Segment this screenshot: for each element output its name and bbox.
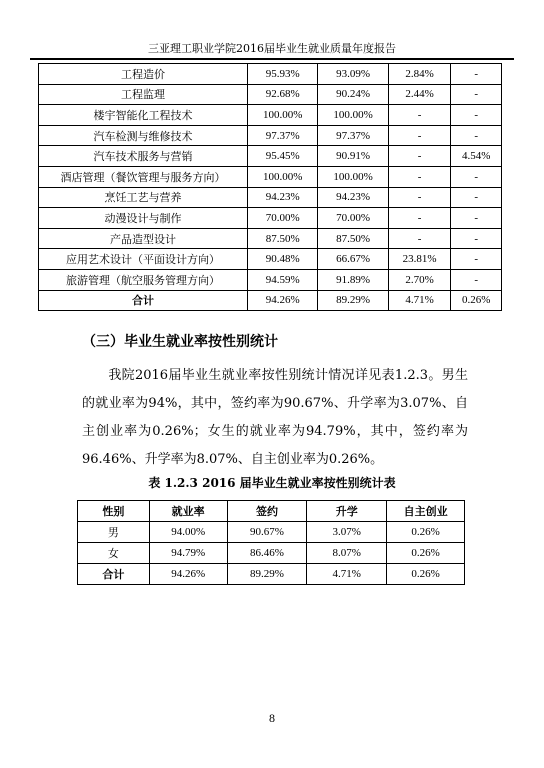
header-cell: 签约: [227, 501, 307, 522]
major-name-cell: [39, 105, 248, 126]
total-label-cell: 合计: [39, 290, 248, 311]
table-row: [39, 228, 502, 249]
rate-cell: 2.70%: [388, 269, 451, 290]
table-header-row: [78, 501, 465, 522]
table-caption: 表 1.2.3 2016 届毕业生就业率按性别统计表: [148, 476, 396, 490]
rate-cell: -: [451, 166, 502, 187]
gender-cell: 男: [78, 522, 150, 543]
table-row: [78, 543, 465, 564]
body-paragraph: [82, 362, 468, 474]
rate-cell: 3.07%: [307, 522, 387, 543]
rate-cell: 70.00%: [247, 208, 317, 229]
major-name: 工程造价: [121, 67, 165, 81]
table-row: [39, 208, 502, 229]
header-rule: [30, 58, 514, 59]
rate-cell: -: [388, 187, 451, 208]
rate-cell: 94.23%: [247, 187, 317, 208]
total-row: [78, 564, 465, 585]
rate-cell: -: [451, 187, 502, 208]
major-name-cell: [39, 269, 248, 290]
header-cell: 自主创业: [387, 501, 465, 522]
rate-cell: 94.59%: [247, 269, 317, 290]
rate-cell: -: [451, 269, 502, 290]
rate-cell: -: [451, 125, 502, 146]
rate-cell: 94.00%: [149, 522, 227, 543]
rate-cell: 87.50%: [247, 228, 317, 249]
major-name: 汽车技术服务与营销: [93, 150, 193, 164]
rate-cell: -: [388, 208, 451, 229]
rate-cell: 0.26%: [387, 522, 465, 543]
rate-cell: 70.00%: [318, 208, 388, 229]
rate-cell: 87.50%: [318, 228, 388, 249]
table-row: [39, 249, 502, 270]
rate-cell: -: [388, 166, 451, 187]
rate-cell: 100.00%: [318, 105, 388, 126]
major-name-cell: [39, 64, 248, 85]
major-name: 楼宇智能化工程技术: [93, 108, 193, 122]
rate-cell: -: [388, 105, 451, 126]
rate-cell: 91.89%: [318, 269, 388, 290]
rate-cell: 97.37%: [247, 125, 317, 146]
rate-cell: -: [451, 208, 502, 229]
major-name-cell: [39, 208, 248, 229]
rate-cell: 92.68%: [247, 84, 317, 105]
table-row: [39, 125, 502, 146]
major-name-cell: [39, 249, 248, 270]
rate-cell: -: [451, 228, 502, 249]
rate-cell: 4.71%: [388, 290, 451, 311]
major-name-cell: [39, 166, 248, 187]
rate-cell: 90.24%: [318, 84, 388, 105]
rate-cell: 90.67%: [227, 522, 307, 543]
header-cell: 升学: [307, 501, 387, 522]
major-name: 汽车检测与维修技术: [93, 129, 193, 143]
rate-cell: -: [388, 125, 451, 146]
table-row: [78, 522, 465, 543]
rate-cell: 66.67%: [318, 249, 388, 270]
rate-cell: -: [388, 228, 451, 249]
rate-cell: 89.29%: [318, 290, 388, 311]
major-name: 烹饪工艺与营养: [104, 191, 182, 205]
table-row: [39, 105, 502, 126]
major-name: 动漫设计与制作: [104, 211, 182, 225]
rate-cell: 4.71%: [307, 564, 387, 585]
rate-cell: -: [451, 249, 502, 270]
section-heading: （三）毕业生就业率按性别统计: [82, 334, 278, 350]
table-row: [39, 166, 502, 187]
table-row: [39, 84, 502, 105]
table-row: [39, 187, 502, 208]
rate-cell: 23.81%: [388, 249, 451, 270]
body-paragraph-text: 我院2016届毕业生就业率按性别统计情况详见表1.2.3。男生的就业率为94%，其中，签约率为90.67%、升学率为3.07%、自主创业率为0.26%；女生的就业率为94.79%，其中，签约率为96.46%、升学率为8.07%、自主创业率为0.26%。: [82, 368, 468, 467]
rate-cell: 100.00%: [318, 166, 388, 187]
header-cell: 性别: [78, 501, 150, 522]
employment-by-gender-table: [77, 500, 465, 585]
major-name: 工程监理: [121, 88, 165, 102]
rate-cell: 0.26%: [387, 564, 465, 585]
rate-cell: 100.00%: [247, 105, 317, 126]
rate-cell: -: [451, 84, 502, 105]
rate-cell: 86.46%: [227, 543, 307, 564]
major-name-cell: [39, 84, 248, 105]
major-name-cell: [39, 187, 248, 208]
rate-cell: 94.26%: [149, 564, 227, 585]
rate-cell: 4.54%: [451, 146, 502, 167]
rate-cell: 2.84%: [388, 64, 451, 85]
rate-cell: 93.09%: [318, 64, 388, 85]
major-name-cell: [39, 125, 248, 146]
page-number: 8: [269, 711, 275, 725]
header-cell: 就业率: [149, 501, 227, 522]
table-row: [39, 269, 502, 290]
gender-cell: 女: [78, 543, 150, 564]
running-header: 三亚理工职业学院2016届毕业生就业质量年度报告: [30, 40, 514, 60]
rate-cell: 97.37%: [318, 125, 388, 146]
employment-by-major-table: [38, 63, 502, 311]
rate-cell: 8.07%: [307, 543, 387, 564]
major-name-cell: [39, 146, 248, 167]
table-row: [39, 64, 502, 85]
rate-cell: 100.00%: [247, 166, 317, 187]
rate-cell: 0.26%: [451, 290, 502, 311]
rate-cell: -: [451, 64, 502, 85]
rate-cell: 0.26%: [387, 543, 465, 564]
total-row: [39, 290, 502, 311]
rate-cell: 95.45%: [247, 146, 317, 167]
major-name: 酒店管理（餐饮管理与服务方向）: [60, 170, 226, 184]
rate-cell: 2.44%: [388, 84, 451, 105]
table-row: [39, 146, 502, 167]
rate-cell: -: [451, 105, 502, 126]
major-name: 旅游管理（航空服务管理方向）: [66, 273, 220, 287]
major-name: 应用艺术设计（平面设计方向）: [66, 253, 220, 267]
rate-cell: 94.26%: [247, 290, 317, 311]
rate-cell: 89.29%: [227, 564, 307, 585]
gender-cell: 合计: [78, 564, 150, 585]
rate-cell: 94.23%: [318, 187, 388, 208]
major-name: 产品造型设计: [110, 232, 176, 246]
major-name-cell: [39, 228, 248, 249]
rate-cell: 94.79%: [149, 543, 227, 564]
rate-cell: 90.48%: [247, 249, 317, 270]
rate-cell: 90.91%: [318, 146, 388, 167]
rate-cell: 95.93%: [247, 64, 317, 85]
rate-cell: -: [388, 146, 451, 167]
